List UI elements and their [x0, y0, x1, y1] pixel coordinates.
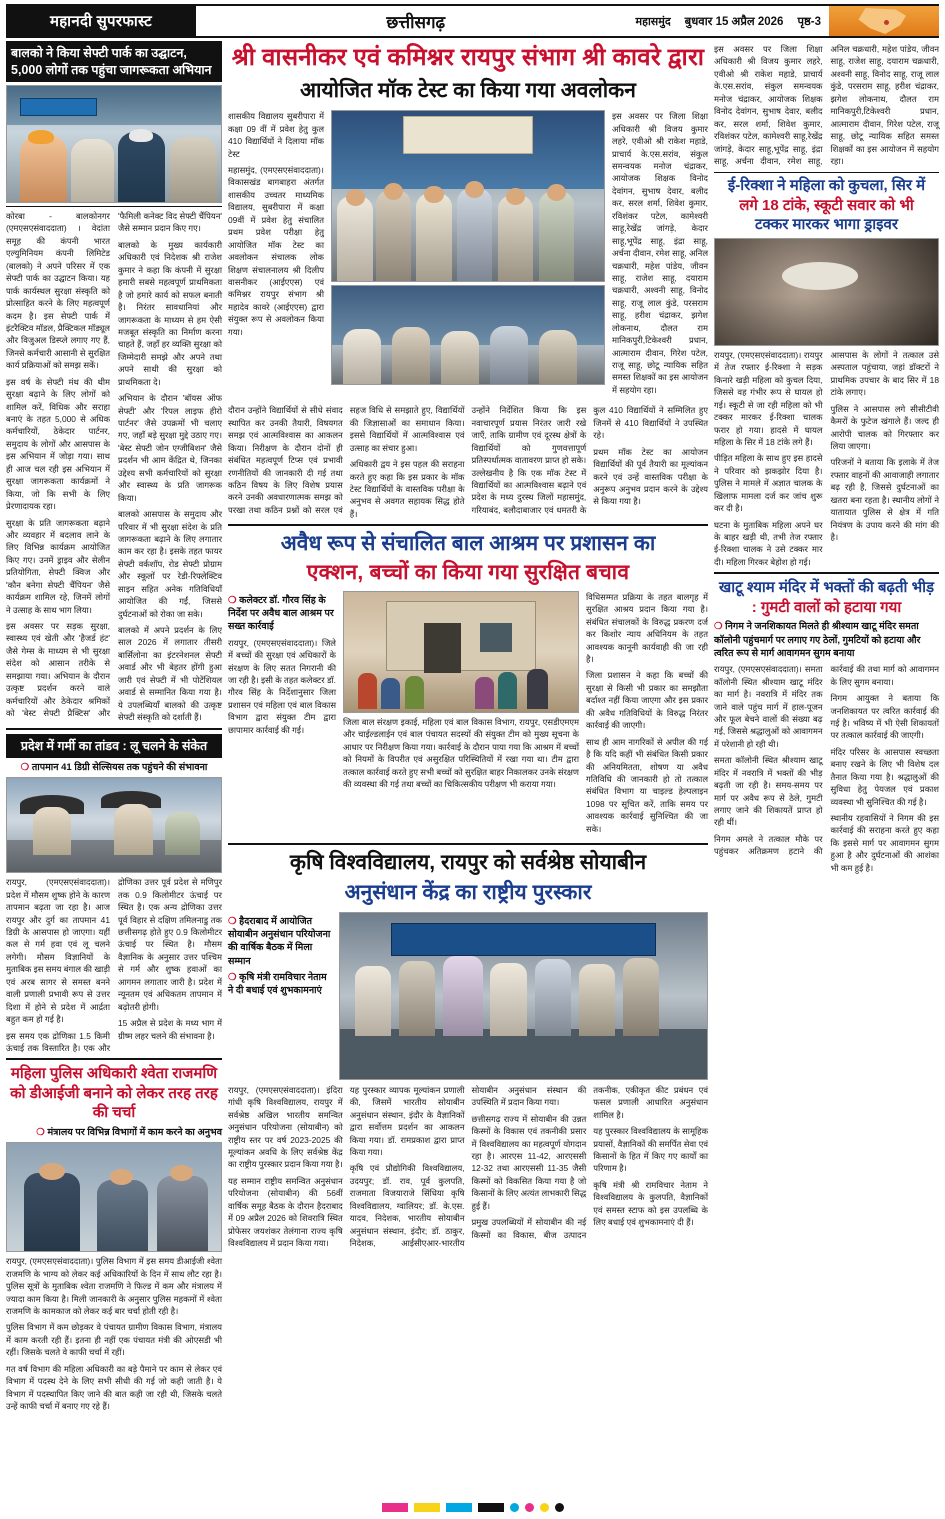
photo-person — [579, 964, 616, 1035]
photo-head — [170, 1165, 194, 1181]
photo-child — [527, 669, 548, 710]
temple-headline-1: खाटू श्याम मंदिर में भक्तों की बढ़ती भीड़ — [718, 579, 935, 597]
masthead-title: छत्तीसगढ़ — [386, 12, 446, 32]
agri-kicker-1 — [228, 915, 332, 968]
color-segment-magenta — [382, 1503, 408, 1512]
paragraph: कृषि एवं प्रौद्योगिकी विश्वविद्यालय, उदयपुर; डॉ. राव, पूर्व कुलपति, राजमाता विजयाराजे सिंधिया कृषि विश्वविद्यालय, ग्वालियर; डॉ. के.एस. यादव, निदेशक, भारतीय सोयाबीन अनुसंधान संस्थान, इंदौर; डॉ. ठाकुर, निदेशक, आईसीएआर-भारतीय सोयाबीन अनुसंधान संस्थान की उपस्थिति में प्रदान किया गया। — [349, 1084, 587, 1248]
masthead-page-number: पृष्ठ-3 — [797, 15, 821, 28]
paragraph: बालको आसपास के समुदाय और परिवार में भी सुरक्षा संदेश के प्रति जागरूकता बढ़ाने के लिए लगातार काम कर रहा है। इसके तहत फायर सेफ्टी वर्कशॉप, रोड सेफ्टी प्रोग्राम और स्कूलों पर रेडी-रिफ्लेक्टिव साइन सहित अनेक गतिविधियाँ आयोजित की गईं, जिससे दुर्घटनाओं को रोका जा सके। — [118, 509, 222, 619]
paragraph: जिला प्रशासन ने कहा कि बच्चों की सुरक्षा से किसी भी प्रकार का समझौता बर्दाश्त नहीं किया जाएगा और इस प्रकार की अवैध गतिविधियों के विरुद्ध निरंतर कार्रवाई की जाएगी। — [586, 670, 708, 731]
photo-person — [114, 804, 153, 856]
paragraph: स्थानीय रहवासियों ने निगम की इस कार्रवाई की सराहना करते हुए कहा कि इससे मार्ग पर आवागमन सुगम हुआ है और दुर्घटनाओं की आशंका भी कम हुई है। — [830, 813, 939, 873]
paragraph: उन्होंने निर्देशित किया कि इस नवाचारपूर्ण प्रयास निरंतर जारी रखे जाएँ, ताकि ग्रामीण एवं दूरस्थ क्षेत्रों के विद्यार्थियों को गुणवत्तापूर्ण प्रतिस्पर्धात्मक वातावरण प्राप्त हो सके। उल्लेखनीय है कि एक मॉक टेस्ट में विद्यार्थियों का आत्मविश्वास बढ़ाने एवं प्रदेश के मध्य दुरस्थ जिलों महासमुंद, गरियाबंद, बलौदाबाजार एवं धमतरी के कुल 410 विद्यार्थियों ने सम्मिलित हुए जिनमें से 410 विद्यार्थियों ने उपस्थित रहे। — [471, 405, 708, 515]
photo-banner — [391, 923, 655, 956]
bullet-icon: ❍ — [714, 621, 723, 633]
erickshaw-headline-1: ई-रिक्शा ने महिला को कुचला, सिर में — [727, 177, 926, 195]
photo-child — [381, 678, 400, 709]
paragraph: प्रथम मॉक टेस्ट का आयोजन विद्यार्थियों की पूर्व तैयारी का मूल्यांकन करने एवं उन्हें वास्तविक परीक्षा के अनुरूप अनुभव प्रदान करने के उद्देश्य से किया गया है। — [593, 446, 708, 507]
police-body — [6, 1255, 222, 1412]
photo-person — [118, 132, 165, 202]
balco-headline: बालको ने किया सेफ्टी पार्क का उद्घाटन, 5,000 लोगों तक पहुंचा जागरूकता अभियान — [6, 41, 222, 82]
agri-photo — [339, 912, 708, 1080]
ashram-headline-line2: एक्शन, बच्चों का किया गया सुरक्षित बचाव — [306, 560, 630, 584]
photo-person — [355, 966, 392, 1036]
bullet-icon: ❍ — [36, 1126, 45, 1138]
paragraph: समता कॉलोनी स्थित श्रीश्याम खाटू मंदिर में नवरात्रि में भक्तों की भीड़ बढ़ती जा रही है। समय-समय पर मार्ग पर अवैध रूप से ठेले, गुमटी लगाए जाने की शिकायतें प्राप्त हो रही थीं। — [714, 755, 823, 828]
photo-person — [399, 961, 436, 1036]
paragraph: रायपुर, (एमएसएसंवाददाता)। इंदिरा गांधी कृषि विश्वविद्यालय, रायपुर में सर्वश्रेष्ठ अखिल भारतीय समन्वित अनुसंधान परियोजना (सोयाबीन) को राष्ट्रीय स्तर पर वर्ष 2023-2025 की मूल्यांकन अवधि के लिए सर्वश्रेष्ठ केंद्र का राष्ट्रीय पुरस्कार प्रदान किया गया है। — [228, 1084, 343, 1170]
paragraph: पुलिस ने आसपास लगे सीसीटीवी कैमरों के फुटेज खंगाले हैं। जल्द ही आरोपी चालक को गिरफ्तार कर लिया जाएगा। — [830, 403, 939, 451]
photo-door — [424, 623, 461, 673]
photo-person — [457, 188, 492, 282]
state-map-icon — [855, 8, 913, 34]
paragraph: घटना के मुताबिक महिला अपने घर के बाहर खड़ी थी, तभी तेज रफ्तार ई-रिक्शा चालक ने उसे टक्कर मार दी। महिला गिरकर बेहोश हो गई। — [714, 519, 823, 567]
photo-person — [20, 135, 67, 202]
paragraph: इस अवसर पर जिला शिक्षा अधिकारी श्री विजय कुमार लहरे, एवीओ श्री राकेश महाडे, प्राचार्य के.एस.सरांव, संकुल समन्वयक मनोज चंद्राकर, आयोजक शिक्षक विनोद देवांगन, सुभाष देवार, बलीद कर, सरल शर्मा, शिवेश कुमार, रविशंकर पटेल, कामेश्वरी साहू,रेखेंद्र जांगड़े, केदार साहू,भूपेंद्र साहू, इंद्रा साहू, अर्चना दीवान, रमेश साहू, अनिल चक्रधारी, महेश पांडेय, जीवन साहू, राजेश साहू, दयाराम चक्रधारी, अश्वनी साहू, विनोद साहू, राजू लाल कुंडे, परसराम साहू, हरीश चंद्राकर, झगेश लोकनाथ, दौलत राम मानिकपुरी,टिकेश्वरी प्रधान, आत्माराम दीवान, गिरेश पटेल, राजू साहू, छोटू न्यायिक सहित समस्त शिक्षकों का इस आयोजन में सहयोग रहा। — [612, 111, 708, 395]
photo-person — [337, 196, 372, 281]
photo-person — [490, 326, 528, 384]
photo-person — [539, 191, 574, 281]
agri-headline-line1: कृषि विश्वविद्यालय, रायपुर को सर्वश्रेष्ठ सोयाबीन — [289, 851, 647, 875]
paragraph: रायपुर, (एमएसएसंवाददाता)। रायपुर में तेज रफ्तार ई-रिक्शा ने सड़क किनारे खड़ी महिला को कुचल दिया, जिससे वह गंभीर रूप से घायल हो गई। स्कूटी से जा रही महिला को भी टक्कर मारकर ई-रिक्शा चालक फरार हो गया। हादसे में घायल महिला के सिर में 18 टांके लगे हैं। — [714, 349, 823, 447]
ashram-body-2 — [343, 716, 579, 791]
helmet-icon — [129, 129, 153, 142]
agri-headline-line2: अनुसंधान केंद्र का राष्ट्रीय पुरस्कार — [344, 881, 592, 905]
paragraph: अधिकारी द्वय ने इस पहल की सराहना करते हुए कहा कि इस प्रकार के मॉक टेस्ट विद्यार्थियों के वास्तविक परीक्षा के अनुभव से अवगत सहायक सिद्ध होते हैं। — [349, 459, 465, 519]
paragraph: दौरान उन्होंने विद्यार्थियों से सीधे संवाद स्थापित कर उनकी तैयारी, विषयगत समझ एवं आत्मविश्वास का आकलन किया। निरीक्षण के दौरान दोनों ही संबंधित महत्वपूर्ण टिप्स एवं प्रभावी रणनीतियों की जानकारी दी गई तथा कठिन विषय के लिए विशेष प्रयास करने उनकी अवधारणात्मक समझ को परखा तथा कठिन प्रश्नों को सरल एवं सहज विधि से समझाते हुए, विद्यार्थियों की जिज्ञासाओं का समाधान किया। इससे विद्यार्थियों में आत्मविश्वास एवं उत्साह का संचार हुआ। — [228, 405, 465, 515]
mock-test-photo-2 — [331, 285, 605, 385]
paragraph: पुलिस विभाग में कम छोड़कर वे पंचायत ग्रामीण विकास विभाग, मंत्रालय में काम करती रही हैं। इतना ही नहीं एक पंचायत मंत्री की ओएसडी भी रहीं। जिसके चलते वे काफी चर्चा में रहीं। — [6, 1322, 222, 1358]
ashram-body-1 — [228, 637, 336, 737]
paragraph: छत्तीसगढ़ राज्य में सोयाबीन की उन्नत किस्मों के विकास एवं तकनीकी प्रसार में विश्वविद्यालय का महत्वपूर्ण योगदान रहा है। आरएस 11-42, आरएससी 12-32 तथा आरएससी 11-35 जैसी किस्मों को विकसित किया गया है जो किसानों के लिए अत्यंत लाभकारी सिद्ध हुई हैं। — [471, 1113, 587, 1211]
photo-officer — [24, 1173, 80, 1251]
ashram-kicker — [228, 594, 336, 634]
paragraph: कोरबा - बालकोनगर (एमएसएसंवाददाता) । वेदांता समूह की कंपनी भारत एल्युमिनियम कंपनी लिमिटेड (बालको) ने अपने परिसर में एक सेफ्टी पार्क का उद्घाटन किया। यह पार्क कार्यस्थल सुरक्षा संस्कृति को प्रोत्साहित करने के लिए महत्वपूर्ण कदम है। इस सेफ्टी पार्क में इंटरैक्टिव मॉडल, प्रैक्टिकल मॉड्यूल और विजुअल डिस्प्ले लगाए गए हैं, जिनसे कर्मचारी आसानी से सुरक्षित कार्य प्रक्रियाओं को समझ सकें। — [6, 211, 110, 371]
police-headline — [6, 1064, 222, 1123]
lead-headline-line2: आयोजित मॉक टेस्ट का किया गया अवलोकन — [300, 79, 636, 102]
paragraph: रायपुर, (एमएसएसंवाददाता)। जिले में बच्चों की सुरक्षा एवं अधिकारों के संरक्षण के लिए सतत निगरानी की जा रही है। इसी के तहत कलेक्टर डॉ. गौरव सिंह के निर्देशानुसार जिला प्रशासन एवं महिला एवं बाल विकास विभाग द्वारा संयुक्त टीम द्वारा छापामार कार्रवाई की गई। — [228, 637, 336, 735]
temple-body — [714, 663, 939, 874]
color-dot-cyan — [510, 1503, 519, 1512]
paragraph: निगम अमले ने तत्काल मौके पर पहुंचकर अतिक्रमण हटाने की कार्रवाई की तथा मार्ग को आवागमन के लिए सुगम बनाया। — [714, 664, 939, 857]
heatwave-body — [6, 876, 222, 1054]
heatwave-photo — [6, 777, 222, 873]
ashram-body-3 — [586, 591, 708, 835]
photo-child — [498, 672, 517, 709]
photo-head — [506, 188, 525, 205]
bullet-icon: ❍ — [228, 915, 237, 927]
photo-person — [170, 137, 217, 202]
photo-banner — [403, 116, 534, 153]
masthead — [6, 4, 939, 38]
paragraph: परिजनों ने बताया कि इलाके में तेज रफ्तार वाहनों की आवाजाही लगातार बढ़ रही है, जिससे दुर्घटनाओं का खतरा बना रहता है। स्थानीय लोगों ने यातायात पुलिस से क्षेत्र में गति नियंत्रण के उपाय करने की मांग की है। — [830, 457, 939, 542]
photo-officer — [97, 1180, 148, 1251]
police-headline-text: महिला पुलिस अधिकारी श्वेता राजमणि को डीआईजी बनाने को लेकर तरह तरह की चर्चा — [10, 1065, 218, 1122]
photo-person — [535, 959, 572, 1035]
photo-head — [39, 1163, 65, 1180]
photo-stage — [340, 1029, 707, 1079]
temple-headline-2: : गुमटी वालों को हटाया गया — [751, 598, 902, 616]
photo-officer — [157, 1176, 208, 1252]
color-segment-yellow — [414, 1503, 440, 1512]
center-column — [228, 41, 708, 1496]
left-column — [6, 41, 222, 1496]
temple-kicker-text: निगम ने जनशिकायत मिलते ही श्रीश्याम खाटू मंदिर समता कॉलोनी पहुंचमार्ग पर लगाए गए ठेलों, गुमटियों को हटाया और त्वरित रूप से मार्ग आवागमन सुगम बनाया — [714, 621, 921, 659]
bandage-icon — [782, 262, 858, 290]
paragraph: कृषि मंत्री श्री रामविचार नेताम ने विश्वविद्यालय के कुलपति, वैज्ञानिकों एवं समस्त स्टाफ को इस उपलब्धि के लिए बधाई एवं शुभकामनाएं दी हैं। — [593, 1179, 708, 1228]
police-kicker-text: मंत्रालय पर विभिन्न विभागों में काम करने का अनुभव — [47, 1126, 222, 1138]
erickshaw-photo — [714, 238, 939, 346]
paragraph: इस अवसर पर सड़क सुरक्षा, स्वास्थ्य एवं खेती और 'हैजर्ड हंट' जैसे गेम्स के माध्यम से भी सुरक्षा संदेश को आसान तरीके से समझाया गया। अभियान के दौरान उत्कृष्ट प्रदर्शन करने वाले कर्मचारियों और ठेकेदार श्रमिकों को 'बेस्ट सेफ्टी प्रैक्टिस' और 'फैमिली कनेक्ट विद सेफ्टी चैंपियन' जैसे सम्मान प्रदान किए गए। — [6, 211, 222, 719]
masthead-meta — [636, 6, 829, 36]
police-photo — [6, 1142, 222, 1252]
photo-child — [405, 676, 424, 710]
paragraph: शासकीय विद्यालय सुबरीपारा में कक्षा 09 वीं में प्रवेश हेतु कुल 410 विद्यार्थियों ने दिलाया मॉक टेस्ट — [228, 111, 324, 159]
paragraph: सुरक्षा के प्रति जागरूकता बढ़ाने और व्यवहार में बदलाव लाने के लिए विभिन्न कार्यक्रम आयोजित किए गए। उनमें ड्राइव और सेलीन प्रतियोगिता, सेफ्टी क्विज और 'कौन बनेगा सेफ्टी चैंपियन' जैसे कार्यक्रम शामिल रहे, जिनमें लोगों ने उत्साह के साथ भाग लिया। — [6, 517, 110, 615]
paragraph: महासमुंद, (एमएसएसंवाददाता)। विकासखंड बागबाहरा अंतर्गत शासकीय उच्चतर माध्यमिक विद्यालय, सुबरीपारा में कक्षा 09वीं में प्रवेश हेतु संचालित प्रथम प्रवेश परीक्षा हेतु आयोजित मॉक टेस्ट का अवलोकन संचालक लोक शिक्षण संचालनालय श्री दिलीप वासनीकर (आईएएस) एवं कमिश्नर रायपुर संभाग श्री महादेव कावरे (आईएएस) द्वारा संयुक्त रूप से अवलोकन किया गया। — [228, 165, 324, 337]
map-marker-icon — [884, 20, 889, 25]
paragraph: अभियान के दौरान 'बॉयस ऑफ सेफ्टी' और 'रिपल लाइफ हीरो पार्टनर' जैसे उपक्रमों भी चलाए गए, जहाँ बड़े सुरक्षा मुद्दे उठाए गए। 'बेस्ट सेफ्टी जोन एग्जीबिशन' जैसे प्रदर्शन भी आम केंद्रित थे, जिनका उद्देश्य सभी कर्मचारियों को सुरक्षा और स्वास्थ्य के प्रति जागरूक किया। — [118, 393, 222, 503]
ashram-photo — [343, 591, 579, 713]
lead-overflow-body — [714, 43, 939, 169]
bullet-icon: ❍ — [228, 971, 237, 983]
color-dot-magenta — [525, 1503, 534, 1512]
paragraph: यह पुरस्कार व्यापक मूल्यांकन प्रणाली की, जिसमें भारतीय सोयाबीन अनुसंधान संस्थान, इंदौर के वैज्ञानिकों द्वारा सर्वोत्तम प्रदर्शन का आकलन किया गया। डॉ. रामप्रकाश द्वारा प्राप्त किया गया। — [349, 1084, 465, 1157]
paragraph: बालको के मुख्य कार्यकारी अधिकारी एवं निदेशक श्री राजेश कुमार ने कहा कि कंपनी में सुरक्षा हमारी सबसे महत्वपूर्ण प्राथमिकता है जो हमारे कार्य को सफल बनाती है। निरंतर सावधानियां और जागरूकता के माध्यम से हम ऐसी मजबूत संस्कृति का निर्माण करना चाहते हैं, जहाँ हर व्यक्ति सुरक्षा को जिम्मेदारी समझे और अपने तथा अपने साथी की सुरक्षा को प्राथमिकता दे। — [118, 239, 222, 387]
paragraph: रायपुर, (एमएसएसंवाददाता)। प्रदेश में मौसम शुष्क होने के कारण तापमान बढ़ता जा रहा है। आज रायपुर और दुर्ग का तापमान 41 डिग्री के आसपास हो जाएगा। यहीं कल से गर्म हवा एवं लू चलने लगेगी। मौसम विज्ञानियों के मुताबिक इस समय बंगाल की खाड़ी एवं अरब सागर से समस्त बनने वाली प्रणाली प्रभावी रूप से उत्तर दिशा में होने से प्रदेश में आर्द्रता बहुत कम हो गई है। — [6, 877, 110, 1025]
erickshaw-body — [714, 349, 939, 568]
paragraph: गत वर्ष विभाग की महिला अधिकारी का बड़े पैमाने पर काम से लेकर एवं विभाग में पदस्थ देने के लिए सभी सीधी की गई जो कही जाती है। ये विभाग में पदस्थापित किए जाने की बात कही जा रही थी, जिसके चलते उन्हें काफी चर्चा में बनाए गए रहे हैं। — [6, 1363, 222, 1412]
heatwave-headline: प्रदेश में गर्मी का तांडव : लू चलने के संकेत — [6, 734, 222, 759]
police-kicker — [6, 1126, 222, 1139]
photo-person — [71, 139, 114, 202]
paragraph: निगम आयुक्त ने बताया कि जनशिकायत पर त्वरित कार्रवाई की गई है। भविष्य में भी ऐसी शिकायतों पर तत्काल कार्रवाई की जाएगी। — [830, 693, 939, 741]
agri-body — [228, 1084, 708, 1250]
paragraph: जिला बाल संरक्षण इकाई, महिला एवं बाल विकास विभाग, रायपुर, एसडीएमएम और चाईल्डलाईन एवं बाल पंचायत सदस्यों की संयुक्त टीम को मुख्य सूचना के आधार पर निरीक्षण किया गया। कार्रवाई के दौरान पाया गया कि आश्रम में बच्चों को नियमों के विपरीत एवं असुरक्षित परिस्थितियों में रखा गया था। टीम द्वारा तत्काल कार्रवाई करते हुए सभी बच्चों को सुरक्षित बाहर निकालकर उनके संरक्षण की व्यवस्था की गई तथा बच्चों का चिकित्सकीय परीक्षण भी कराया गया। — [343, 716, 579, 790]
heatwave-kicker-text: तापमान 41 डिग्री सेल्सियस तक पहुंचने की संभावना — [31, 762, 208, 773]
paragraph: पीड़ित महिला के साथ हुए इस हादसे ने परिवार को झकझोर दिया है। पुलिस ने मामले में अज्ञात चालक के खिलाफ मामला दर्ज कर जांच शुरू कर दी है। — [714, 453, 823, 514]
masthead-edition: महासमुंद — [635, 15, 671, 28]
paragraph: बालको में अपने प्रदर्शन के लिए साल 2026 में लगातार तीसरी बार्सिलोना का इंटरनेशनल सेफ्टी अवार्ड और भी बेहतर होंगी हुआ जारी एवं सेफ्टी में भी पोटेंशियल अवार्ड से सम्मानित किया गया है। ये उपलब्धियाँ बालको की उत्कृष्ट सेफ्टी संस्कृति को दर्शाती हैं। — [118, 625, 222, 723]
lead-body — [228, 404, 708, 520]
photo-person — [33, 807, 72, 856]
photo-person — [490, 963, 527, 1036]
masthead-date: बुधवार 15 अप्रैल 2026 — [684, 15, 784, 28]
paragraph: इस अवसर पर जिला शिक्षा अधिकारी श्री विजय कुमार लहरे, एवीओ श्री राकेश महाडे, प्राचार्य के.एस.सरांव, संकुल समन्वयक मनोज चंद्राकर, आयोजक शिक्षक विनोद देवांगन, सुभाष देवार, बलीद कर, सरल शर्मा, शिवेश कुमार, रविशंकर पटेल, कामेश्वरी साहू,रेखेंद्र जांगड़े, केदार साहू,भूपेंद्र साहू, इंद्रा साहू, अर्चना दीवान, रमेश साहू, अनिल चक्रधारी, महेश पांडेय, जीवन साहू, राजेश साहू, दयाराम चक्रधारी, अश्वनी साहू, विनोद साहू, राजू लाल कुंडे, परसराम साहू, हरीश चंद्राकर, झगेश लोकनाथ, दौलत राम मानिकपुरी,टिकेश्वरी प्रधान, आत्माराम दीवान, गिरेश पटेल, राजू साहू, छोटू न्यायिक सहित समस्त शिक्षकों का इस आयोजन में सहयोग रहा। — [714, 44, 939, 166]
print-registration-colorbar — [6, 1500, 939, 1514]
photo-child — [475, 677, 494, 709]
color-dot-yellow — [540, 1503, 549, 1512]
photo-person — [343, 329, 381, 384]
lead-side-text — [612, 110, 708, 396]
balco-body — [6, 210, 222, 724]
photo-building — [386, 601, 536, 671]
photo-person — [416, 193, 451, 281]
photo-person — [539, 330, 577, 384]
color-dot-black — [555, 1503, 564, 1512]
page-columns — [6, 41, 939, 1496]
photo-person — [443, 956, 483, 1036]
paragraph: इस वर्ष के सेफ्टी मंथ की थीम सुरक्षा बढ़ाने के लिए लोगों को शामिल करें, विधिक और सराहा बनाएं के तहत 5,000 से अधिक कर्मचारियों, ठेकेदार पार्टनर, समुदाय के लोगों और आसपास के इस अभियान में जोड़ा गया। साथ ही आज चल रही इस अभियान में सुरक्षा जागरूकता कार्यक्रमों ने किया, जो कि सभी के लिए प्रेरणादायक रहा। — [6, 376, 110, 512]
erickshaw-headline-3: टक्कर मारकर भागा ड्राइवर — [754, 216, 899, 234]
bullet-icon: ❍ — [20, 762, 30, 773]
photo-signboard — [20, 98, 97, 117]
photo-head — [384, 183, 403, 200]
ashram-headline-line1: अवैध रूप से संचालित बाल आश्रम पर प्रशासन का — [280, 532, 656, 556]
photo-person — [623, 958, 660, 1036]
agri-kicker-1-text: हैदराबाद में आयोजित सोयाबीन अनुसंधान परियोजना की वार्षिक बैठक में मिला सम्मान — [228, 915, 331, 967]
photo-head — [424, 186, 443, 203]
ashram-kicker-text: कलेक्टर डॉ. गौरव सिंह के निर्देश पर अवैध बाल आश्रम पर सख्त कार्रवाई — [228, 594, 334, 633]
balco-photo — [6, 85, 222, 203]
paragraph: 15 अप्रैल से प्रदेश के मध्य भाग में ग्रीष्म लहर चलने की संभावना है। — [118, 1018, 222, 1041]
paragraph: रायपुर, (एमएसएसंवाददाता)। समता कॉलोनी स्थित श्रीश्याम खाटू मंदिर का मार्ग है। नवरात्रि में मंदिर तक जाने वाले पहुंच मार्ग में हाल-पूजन और फूल बेचने वालों की संख्या बढ़ गई, जिससे श्रद्धालुओं को आवागमन में परेशानी हो रही थी। — [714, 664, 823, 749]
helmet-icon — [28, 130, 54, 144]
state-logo — [829, 6, 939, 36]
photo-person — [165, 812, 199, 855]
agri-kicker-2 — [228, 971, 332, 998]
paragraph: रायपुर, (एमएसएसंवाददाता)। पुलिस विभाग में इस समय डीआईजी श्वेता राजमणि के भाग्य को लेकर कई अधिकारियों के दिन में साथ लौट रहा है। पुलिस सूत्रों के मुताबिक श्वेता राजमणि ने फिल्ड में कम और मंत्रालय में ज्यादा काम किया है। मिली जानकारी के अनुसार पुलिस महकमों में श्वेता राजमणि के कामकाज को लेकर कई बार चर्चा होती रही है। — [6, 1256, 222, 1316]
photo-person — [392, 327, 430, 384]
lead-headline-line1: श्री वासनीकर एवं कमिश्नर रायपुर संभाग श्री कावरे द्वारा — [231, 44, 705, 71]
agri-kicker-2-text: कृषि मंत्री रामविचार नेताम ने दी बधाई एवं शुभकामनाएं — [228, 971, 327, 997]
paragraph: इस समय एक द्रोणिका 1.5 किमी ऊंचाई तक विस्तारित है। एक और द्रोणिका उत्तर पूर्व प्रदेश से मणिपुर तक 0.9 किलोमीटर ऊंचाई पर स्थित है। एक अन्य द्रोणिका उत्तर पूर्व विहार से दक्षिण तमिलनाडु तक छत्तीसगढ़ होते हुए 0.9 किलोमीटर ऊंचाई पर स्थित है। मौसम वैज्ञानिक के अनुसार उत्तर पश्चिम से गर्म और शुष्क हवाओं का आगमन लगातार जारी है। प्रदेश में न्यूनतम एवं अधिकतम तापमान में बढ़ोतरी होगी। — [6, 877, 222, 1053]
paragraph: साथ ही आम नागरिकों से अपील की गई है कि यदि कहीं भी संबंधित किसी प्रकार की अनियमितता, शोषण या अवैध गतिविधि की जानकारी हो तो तत्काल संबंधित विभाग या चाइल्ड हेल्पलाइन 1098 पर सूचित करें, ताकि समय पर आवश्यक कार्रवाई सुनिश्चित की जा सके। — [586, 736, 708, 834]
bullet-icon: ❍ — [228, 594, 237, 606]
paragraph: विधिसम्मत प्रक्रिया के तहत बालगृह में सुरक्षित आश्रय प्रदान किया गया है। संबंधित संचालकों के विरुद्ध प्रकरण दर्ज कर किशोर न्याय अधिनियम के तहत आवश्यक कानूनी कार्यवाही की जा रही है। — [586, 591, 708, 665]
paragraph: आसपास के लोगों ने तत्काल उसे अस्पताल पहुंचाया, जहां डॉक्टरों ने प्राथमिक उपचार के बाद सिर में 18 टांके लगाए। — [830, 349, 939, 398]
photo-person — [376, 190, 411, 282]
photo-child — [358, 673, 377, 709]
temple-kicker — [714, 620, 939, 660]
mock-test-photo — [331, 110, 605, 282]
photo-person — [441, 331, 479, 384]
erickshaw-headline-2: लगे 18 टांके, स्कूटी सवार को भी — [739, 196, 914, 214]
paragraph: मंदिर परिसर के आसपास स्वच्छता बनाए रखने के लिए भी विशेष दल तैनात किया गया है। श्रद्धालुओं की सुविधा हेतु पेयजल एवं प्रकाश व्यवस्था भी सुनिश्चित की गई है। — [830, 746, 939, 807]
photo-window — [480, 623, 513, 652]
paragraph: प्रमुख उपलब्धियों में सोयाबीन की नई किस्मों का विकास, बीज उत्पादन तकनीक, एकीकृत कीट प्रबंधन एवं फसल प्रणाली आधारित अनुसंधान शामिल है। — [471, 1084, 708, 1240]
lead-intro — [228, 110, 324, 338]
photo-person — [498, 195, 533, 282]
color-segment-black — [478, 1503, 504, 1512]
right-column — [714, 41, 939, 1496]
paragraph: यह पुरस्कार विश्वविद्यालय के सामूहिक प्रयासों, वैज्ञानिकों की समर्पित सेवा एवं किसानों के हित में किए गए कार्यों का परिणाम है। — [593, 1126, 708, 1174]
photo-blur — [715, 239, 938, 345]
masthead-brand: महानदी सुपरफास्ट — [6, 6, 196, 36]
color-segment-cyan — [446, 1503, 472, 1512]
heatwave-kicker — [6, 761, 222, 774]
paragraph: यह सम्मान राष्ट्रीय समन्वित अनुसंधान परियोजना (सोयाबीन) की 56वीं वार्षिक समूह बैठक के दौरान हैदराबाद में 09 अप्रैल 2026 को शिवरात्रि स्थित प्रोफेसर जयशंकर तेलंगाना राज्य कृषि विश्वविद्यालय में प्रदान किया गया। — [228, 1175, 343, 1248]
